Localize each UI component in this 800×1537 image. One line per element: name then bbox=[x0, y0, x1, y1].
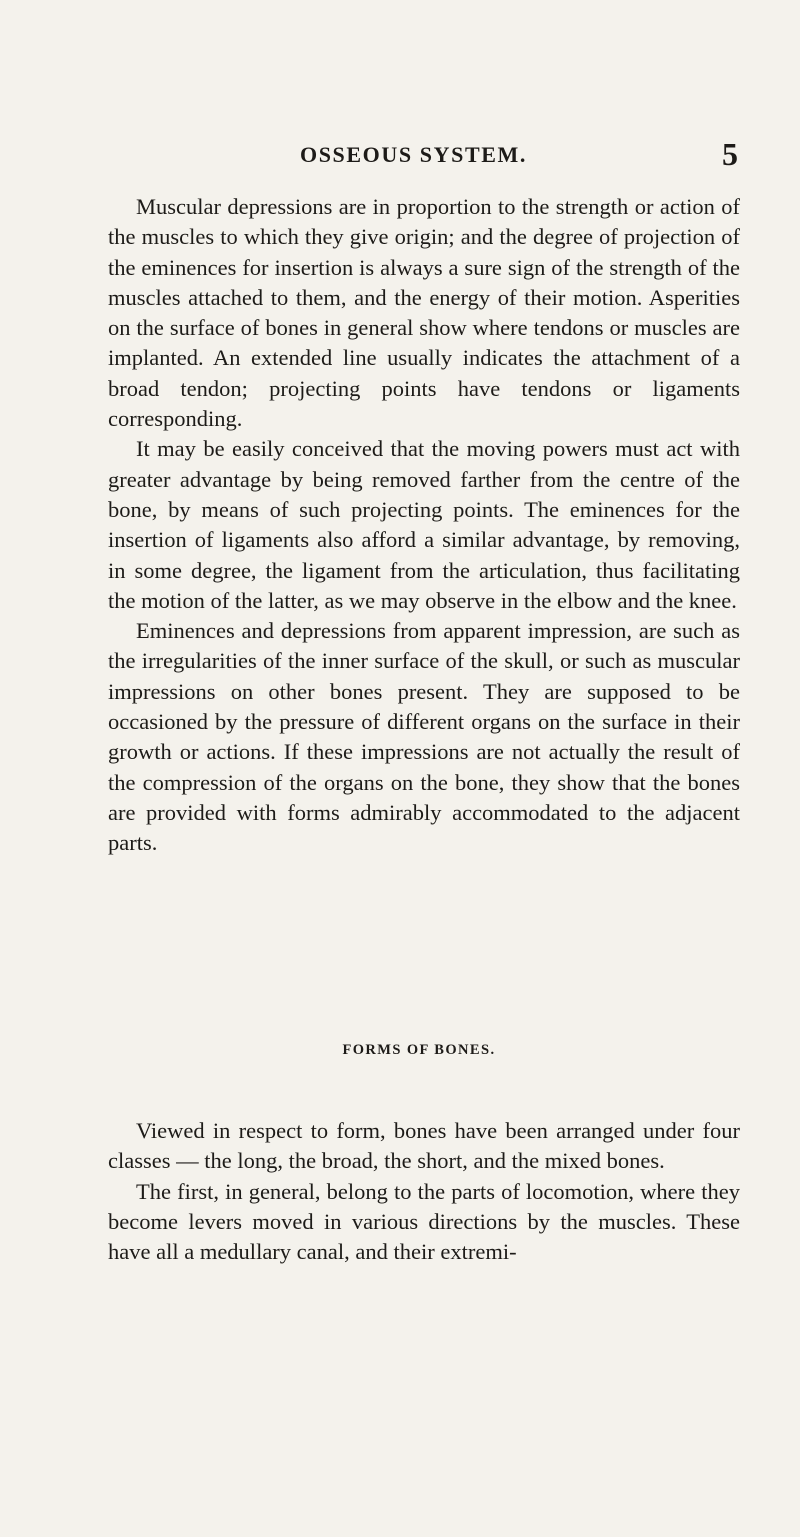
section-body-text bbox=[108, 1116, 740, 1267]
paragraph: It may be easily conceived that the moving powers must act with greater advantage by being removed farther from the centre of the bone, by means of such projecting points. The eminences for the insertion of ligaments also afford a similar advantage, by removing, in some degree, the ligament from the articulation, thus facilitating the motion of the latter, as we may observe in the elbow and the knee. bbox=[108, 436, 740, 613]
paragraph: The first, in general, belong to the parts of locomotion, where they become levers moved in various directions by the muscles. These have all a medullary canal, and their extremi- bbox=[108, 1178, 740, 1265]
paragraph: Muscular depressions are in proportion to the strength or action of the muscles to which they give origin; and the degree of projection of the eminences for insertion is always a sure sign of the strength of the muscles attached to them, and the energy of their motion. Asperities on the surface of bones in general show where tendons or muscles are implanted. An extended line usually indicates the attachment of a broad tendon; projecting points have tendons or ligaments corresponding. bbox=[108, 194, 740, 432]
running-head bbox=[0, 136, 800, 176]
body-text bbox=[108, 192, 740, 859]
paragraph: Viewed in respect to form, bones have been arranged under four classes — the long, the broad, the short, and the mixed bones. bbox=[108, 1118, 740, 1174]
section-heading: FORMS OF BONES. bbox=[342, 1042, 496, 1058]
running-title: OSSEOUS SYSTEM. bbox=[300, 142, 527, 167]
paragraph: Eminences and depressions from apparent impression, are such as the irregularities of the inner surface of the skull, or such as muscular impressions on other bones present. They are supposed to be occasioned by the pressure of different organs on the surface in their growth or actions. If these impressions are not actually the result of the compression of the organs on the bone, they show that the bones are provided with forms admirably accommodated to the adjacent parts. bbox=[108, 618, 740, 856]
page-number: 5 bbox=[722, 136, 738, 172]
